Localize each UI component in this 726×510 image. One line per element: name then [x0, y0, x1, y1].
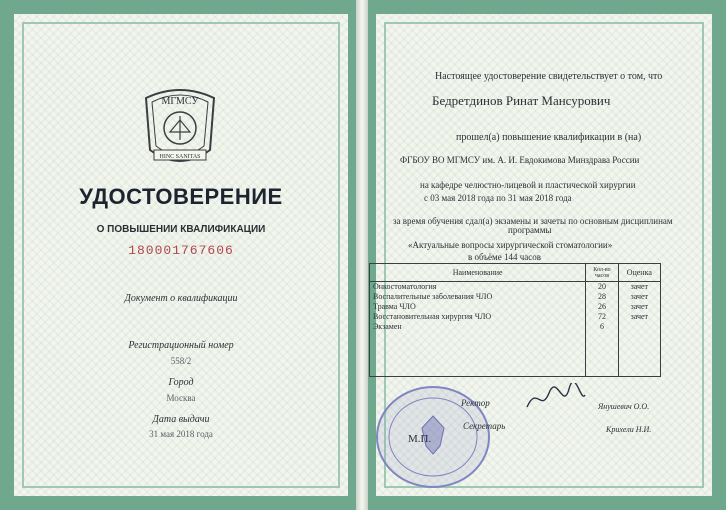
course-names-cell [370, 282, 586, 377]
course-grades-cell [618, 282, 660, 377]
intro-text: Настоящее удостоверение свидетельствует о том, что [435, 71, 663, 82]
stamp-label: М.П. [408, 433, 432, 445]
course-name: Травма ЧЛО [373, 302, 416, 311]
study-dates: с 03 мая 2018 года по 31 мая 2018 года [424, 193, 572, 203]
course-hours: 26 [597, 302, 606, 311]
course-name: Онкостоматология [373, 282, 437, 291]
course-hours: 28 [597, 292, 606, 301]
course-grade: зачет [630, 282, 649, 291]
courses-table [369, 263, 661, 377]
col-header-name: Наименование [370, 264, 586, 282]
course-grade: зачет [630, 292, 649, 301]
city-label: Город [168, 377, 194, 388]
emblem-motto: HINC SANITAS [159, 154, 201, 160]
course-grade [622, 322, 657, 332]
document-type: Документ о квалификации [124, 293, 238, 304]
course-hours: 20 [597, 282, 606, 291]
document-subtitle: О ПОВЫШЕНИИ КВАЛИФИКАЦИИ [96, 224, 266, 235]
department: на кафедре челюстно-лицевой и пластической хирургии [420, 180, 636, 190]
university-emblem [140, 80, 220, 172]
table-body-row [370, 282, 661, 377]
program-name: «Актуальные вопросы хирургической стоматологии» [408, 240, 613, 250]
rector-signature [523, 383, 587, 413]
registration-value: 558/2 [170, 356, 192, 366]
rector-label: Ректор [461, 398, 490, 408]
document-number: 180001767606 [128, 243, 234, 258]
course-grade: зачет [630, 302, 649, 311]
col-header-grade: Оценка [618, 264, 660, 282]
course-hours-cell [586, 282, 618, 377]
course-hours: 6 [599, 322, 604, 331]
issue-date-label: Дата выдачи [152, 414, 210, 425]
course-name: Воспалительные заболевания ЧЛО [373, 292, 493, 301]
city-value: Москва [166, 393, 196, 403]
registration-label: Регистрационный номер [128, 340, 234, 351]
rector-name: Янушевич О.О. [598, 402, 650, 411]
program-volume: в объёме 144 часов [468, 252, 541, 262]
emblem-text: МГМСУ [161, 96, 199, 107]
passed-text: прошел(а) повышение квалификации в (на) [456, 132, 642, 143]
organization: ФГБОУ ВО МГМСУ им. А. И. Евдокимова Минздрава России [400, 155, 640, 165]
col-header-hours: Кол-во часов [586, 264, 618, 282]
holder-name: Бедретдинов Ринат Мансурович [432, 93, 611, 108]
secretary-label: Секретарь [463, 421, 506, 431]
exams-text-cont: программы [508, 225, 552, 235]
course-name: Экзамен [373, 322, 402, 331]
issue-date-value: 31 мая 2018 года [149, 429, 213, 439]
exams-text: за время обучения сдал(а) экзамены и зачеты по основным дисциплинам [393, 216, 673, 226]
secretary-name: Крихели Н.И. [606, 425, 652, 434]
document-title: УДОСТОВЕРЕНИЕ [79, 184, 283, 209]
table-header-row [370, 264, 661, 282]
course-hours: 72 [597, 312, 606, 321]
course-name: Восстановительная хирургия ЧЛО [373, 312, 492, 321]
course-grade: зачет [630, 312, 649, 321]
